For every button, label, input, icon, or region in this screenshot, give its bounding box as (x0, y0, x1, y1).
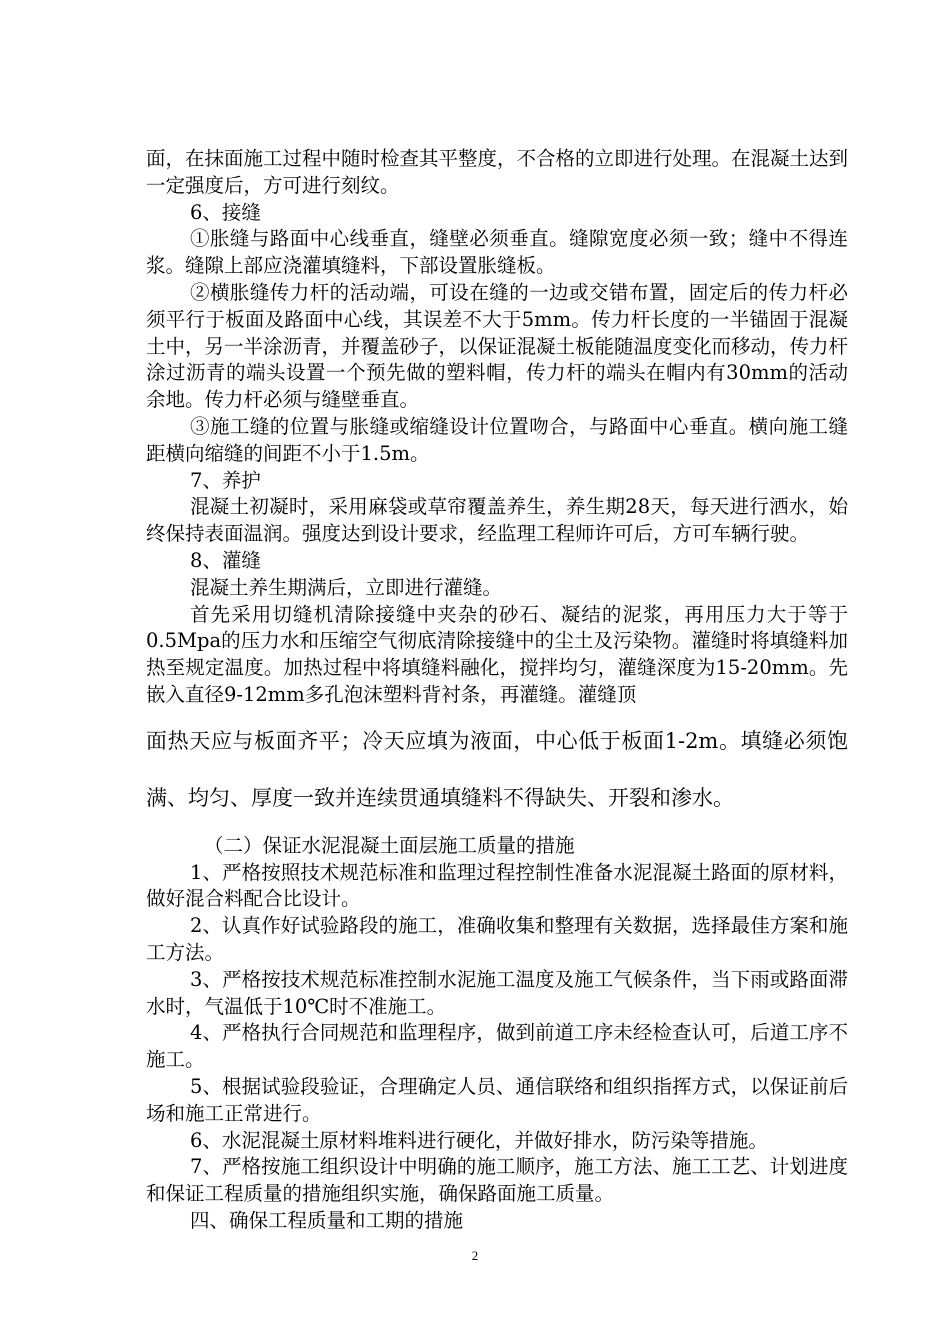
measure-item: 5、根据试验段验证，合理确定人员、通信联络和组织指挥方式，以保证前后场和施工正常进行。 (146, 1074, 848, 1125)
paragraph-1: 面，在抹面施工过程中随时检查其平整度，不合格的立即进行处理。在混凝土达到一定强度后，方可进行刻纹。 (146, 147, 849, 197)
heading-sealing: 8、灌缝 (190, 548, 261, 572)
section-heading: （二）保证水泥混凝土面层施工质量的措施 (204, 833, 575, 857)
paragraph-curing: 混凝土初凝时，采用麻袋或草帘覆盖养生，养生期28天，每天进行洒水，始终保持表面温润。强度达到设计要求，经监理工程师许可后，方可车辆行驶。 (146, 495, 848, 546)
paragraph-sealing-2: 首先采用切缝机清除接缝中夹杂的砂石、凝结的泥浆，再用压力大于等于0.5Mpa的压力水和压缩空气彻底清除接缝中的尘土及污染物。灌缝时将填缝料加热至规定温度。加热过程中将填缝料融化，搅拌均匀，灌缝深度为15-20mm。先嵌入直径9-12mm多孔泡沫塑料背衬条，再灌缝。灌缝顶 (146, 602, 848, 706)
paragraph-joint-1: ①胀缝与路面中心线垂直，缝壁必须垂直。缝隙宽度必须一致；缝中不得连浆。缝隙上部应浇灌填缝料，下部设置胀缝板。 (146, 227, 848, 278)
measure-item: 4、严格执行合同规范和监理程序，做到前道工序未经检查认可，后道工序不施工。 (146, 1021, 848, 1072)
paragraph-joint-3: ③施工缝的位置与胀缝或缩缝设计位置吻合，与路面中心垂直。横向施工缝距横向缩缝的间距不小于1.5m。 (146, 414, 848, 465)
measure-item: 1、严格按照技术规范标准和监理过程控制性准备水泥混凝土路面的原材料，做好混合料配合比设计。 (146, 860, 848, 911)
measure-item: 6、水泥混凝土原材料堆料进行硬化，并做好排水，防污染等措施。 (190, 1128, 768, 1152)
measure-item: 2、认真作好试验路段的施工，准确收集和整理有关数据，选择最佳方案和施工方法。 (146, 914, 848, 964)
paragraph-sealing-1: 混凝土养生期满后，立即进行灌缝。 (190, 575, 503, 599)
final-heading: 四、确保工程质量和工期的措施 (190, 1208, 464, 1232)
page-number: 2 (471, 1248, 479, 1263)
page-body (146, 146, 848, 1235)
measure-item: 7、严格按施工组织设计中明确的施工顺序，施工方法、施工工艺、计划进度和保证工程质量的措施组织实施，确保路面施工质量。 (146, 1155, 848, 1206)
paragraph-joint-2: ②横胀缝传力杆的活动端，可设在缝的一边或交错布置，固定后的传力杆必须平行于板面及路面中心线，其误差不大于5mm。传力杆长度的一半锚固于混凝土中，另一半涂沥青，并覆盖砂子，以保证混凝土板能随温度变化而移动，传力杆涂过沥青的端头设置一个预先做的塑料帽，传力杆的端头在帽内有30mm的活动余地。传力杆必须与缝壁垂直。 (146, 280, 849, 412)
heading-joints: 6、接缝 (190, 200, 261, 224)
measure-item: 3、严格按技术规范标准控制水泥施工温度及施工气候条件，当下雨或路面滞水时，气温低于10℃时不准施工。 (146, 967, 848, 1018)
heading-curing: 7、养护 (190, 468, 261, 492)
paragraph-sealing-large: 面热天应与板面齐平；冷天应填为液面，中心低于板面1-2m。填缝必须饱满、均匀、厚度一致并连续贯通填缝料不得缺失、开裂和渗水。 (146, 728, 848, 810)
